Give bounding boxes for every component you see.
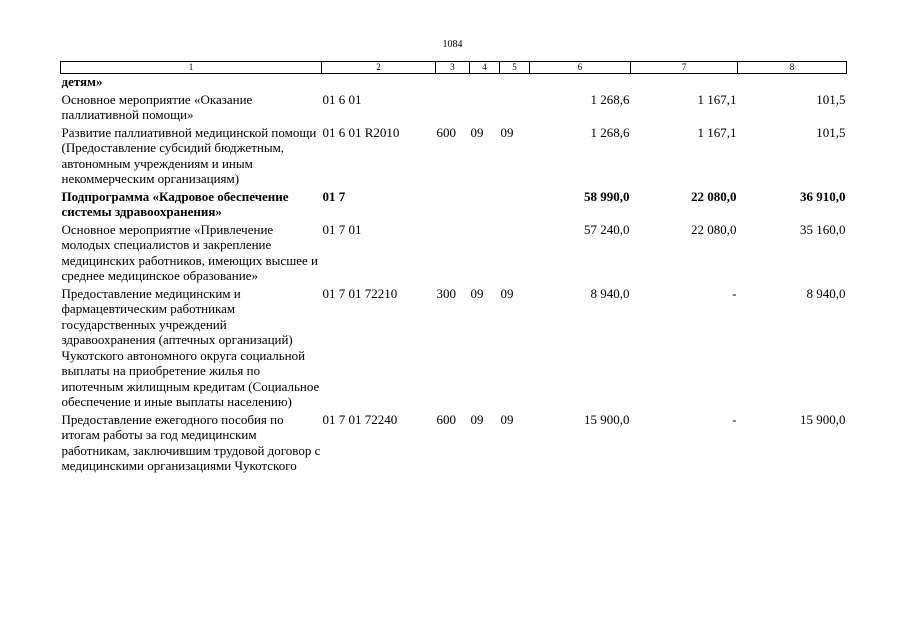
row-expense-type xyxy=(436,222,470,286)
table-row xyxy=(61,222,847,286)
row-subsection xyxy=(500,74,530,92)
row-name: Основное мероприятие «Привлечение молодых специалистов и закрепление медицинских работников, имеющих высшее и среднее медицинское образование» xyxy=(61,221,318,283)
row-section xyxy=(470,92,500,125)
row-code: 01 7 01 72210 xyxy=(322,285,398,301)
column-number: 3 xyxy=(436,62,470,74)
row-section: 09 xyxy=(470,411,484,427)
row-expense-type xyxy=(436,92,470,125)
table-row xyxy=(61,92,847,125)
table-row xyxy=(61,74,847,92)
row-code: 01 7 xyxy=(322,188,346,204)
column-number: 5 xyxy=(500,62,530,74)
row-value-8: 101,5 xyxy=(816,124,846,140)
table-row xyxy=(61,286,847,412)
row-value-8: 8 940,0 xyxy=(806,285,846,301)
row-value-6: 1 268,6 xyxy=(590,91,630,107)
column-number: 1 xyxy=(61,62,322,74)
row-value-8 xyxy=(738,74,847,92)
row-section: 09 xyxy=(470,285,484,301)
row-section xyxy=(470,222,500,286)
row-value-6 xyxy=(530,74,631,92)
row-expense-type: 600 xyxy=(436,124,456,140)
column-number: 2 xyxy=(322,62,436,74)
column-number: 6 xyxy=(530,62,631,74)
row-value-7 xyxy=(631,74,738,92)
row-section: 09 xyxy=(470,124,484,140)
table-row xyxy=(61,125,847,189)
table-row xyxy=(61,189,847,222)
row-expense-type xyxy=(436,189,470,222)
row-value-8: 36 910,0 xyxy=(800,188,846,204)
row-name: Развитие паллиативной медицинской помощи (Предоставление субсидий бюджетным, автономным учреждениям и иным некоммерческим организациям) xyxy=(61,124,317,186)
row-name: Предоставление ежегодного пособия по итогам работы за год медицинским работникам, заключившим трудовой договор с медицинскими организациями Чукотского xyxy=(61,411,321,473)
page-number: 1084 xyxy=(442,39,463,50)
row-section xyxy=(470,189,500,222)
row-value-6: 8 940,0 xyxy=(590,285,630,301)
row-name: детям» xyxy=(61,74,103,89)
row-value-7: 22 080,0 xyxy=(691,188,737,204)
column-number-row xyxy=(61,62,847,74)
row-expense-type: 600 xyxy=(436,411,456,427)
row-value-7: 1 167,1 xyxy=(697,91,737,107)
row-value-7: 1 167,1 xyxy=(697,124,737,140)
row-code xyxy=(322,74,436,92)
row-subsection: 09 xyxy=(500,124,514,140)
row-name: Предоставление медицинским и фармацевтическим работникам государственных учреждений здравоохранения (аптечных организаций) Чукотского автономного округа социальной выплаты на приобретение жилья по ипотечным жилищным кредитам (Социальное обеспечение и иные выплаты населению) xyxy=(61,285,320,409)
row-name: Подпрограмма «Кадровое обеспечение системы здравоохранения» xyxy=(61,188,289,219)
row-value-6: 57 240,0 xyxy=(584,221,630,237)
table-row xyxy=(61,412,847,476)
row-code: 01 7 01 xyxy=(322,221,362,237)
budget-table xyxy=(60,61,847,476)
row-value-7: 22 080,0 xyxy=(691,221,737,237)
row-subsection xyxy=(500,189,530,222)
row-code: 01 7 01 72240 xyxy=(322,411,398,427)
column-number: 8 xyxy=(738,62,847,74)
row-subsection: 09 xyxy=(500,411,514,427)
row-subsection xyxy=(500,222,530,286)
row-expense-type: 300 xyxy=(436,285,456,301)
row-value-8: 35 160,0 xyxy=(800,221,846,237)
row-expense-type xyxy=(436,74,470,92)
row-value-8: 101,5 xyxy=(816,91,846,107)
row-subsection: 09 xyxy=(500,285,514,301)
row-value-7: - xyxy=(732,411,737,427)
row-value-8: 15 900,0 xyxy=(800,411,846,427)
row-section xyxy=(470,74,500,92)
row-code: 01 6 01 xyxy=(322,91,362,107)
row-name: Основное мероприятие «Оказание паллиативной помощи» xyxy=(61,91,253,122)
row-value-6: 1 268,6 xyxy=(590,124,630,140)
column-number: 4 xyxy=(470,62,500,74)
row-value-6: 15 900,0 xyxy=(584,411,630,427)
row-value-6: 58 990,0 xyxy=(584,188,630,204)
column-number: 7 xyxy=(631,62,738,74)
row-code: 01 6 01 R2010 xyxy=(322,124,400,140)
row-subsection xyxy=(500,92,530,125)
row-value-7: - xyxy=(732,285,737,301)
